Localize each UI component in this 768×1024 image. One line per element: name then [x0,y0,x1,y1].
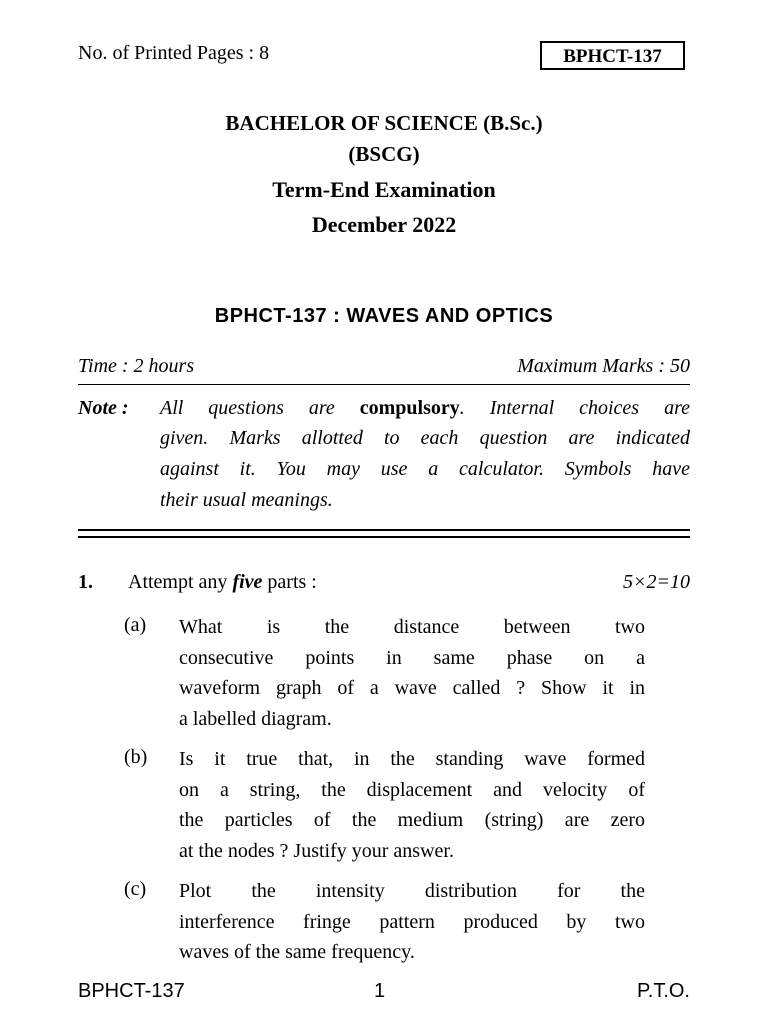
divider-line [78,384,690,385]
course-title: BPHCT-137 : WAVES AND OPTICS [214,305,554,327]
question-instruction [128,571,317,594]
question-marks: 5×2=10 [623,571,690,593]
programme-title: (BSCG) [348,142,420,166]
instruction-text: Attempt any [128,571,233,593]
exam-type-title: Term-End Examination [272,177,496,202]
question-number: 1. [78,571,93,593]
note-text: All questions are [160,397,360,419]
instruction-emphasis: five [232,571,263,593]
note-line [160,397,690,420]
part-line: the particles of the medium (string) are zero [179,809,645,831]
note-text: . Internal choices are [459,397,690,419]
footer-course-code: BPHCT-137 [78,980,185,1002]
double-divider-top [78,529,690,531]
double-divider-bottom [78,536,690,538]
part-label: (c) [124,878,147,900]
part-line: What is the distance between two [179,616,645,638]
part-line: interference fringe pattern produced by two [179,910,645,933]
part-line: Plot the intensity distribution for the [179,880,645,902]
instruction-text: parts : [262,571,317,593]
note-line: their usual meanings. [160,489,333,511]
note-line: given. Marks allotted to each question are indicated [160,427,690,449]
part-line: at the nodes ? Justify your answer. [179,839,454,862]
note-line: against it. You may use a calculator. Symbols have [160,458,690,480]
exam-month-title: December 2022 [311,212,457,237]
part-text [179,612,645,734]
maximum-marks: Maximum Marks : 50 [517,355,690,377]
exam-time: Time : 2 hours [78,355,195,377]
footer-pto: P.T.O. [637,980,690,1002]
part-label: (a) [124,614,147,636]
part-text [179,744,645,866]
part-text [179,876,645,968]
part-line: a labelled diagram. [179,707,332,730]
footer-page-number: 1 [374,980,386,1002]
part-line: Is it true that, in the standing wave formed [179,748,645,770]
part-line: waves of the same frequency. [179,941,415,963]
part-line: waveform graph of a wave called ? Show it in [179,677,645,699]
part-line: consecutive points in same phase on a [179,646,645,669]
part-label: (b) [124,746,148,768]
degree-title: BACHELOR OF SCIENCE (B.Sc.) [225,111,543,135]
part-line: on a string, the displacement and velocity of [179,778,645,801]
course-code-box: BPHCT-137 [540,41,685,70]
printed-pages-count: No. of Printed Pages : 8 [78,42,270,64]
note-emphasis: compulsory [359,397,460,419]
note-label: Note : [78,397,129,419]
